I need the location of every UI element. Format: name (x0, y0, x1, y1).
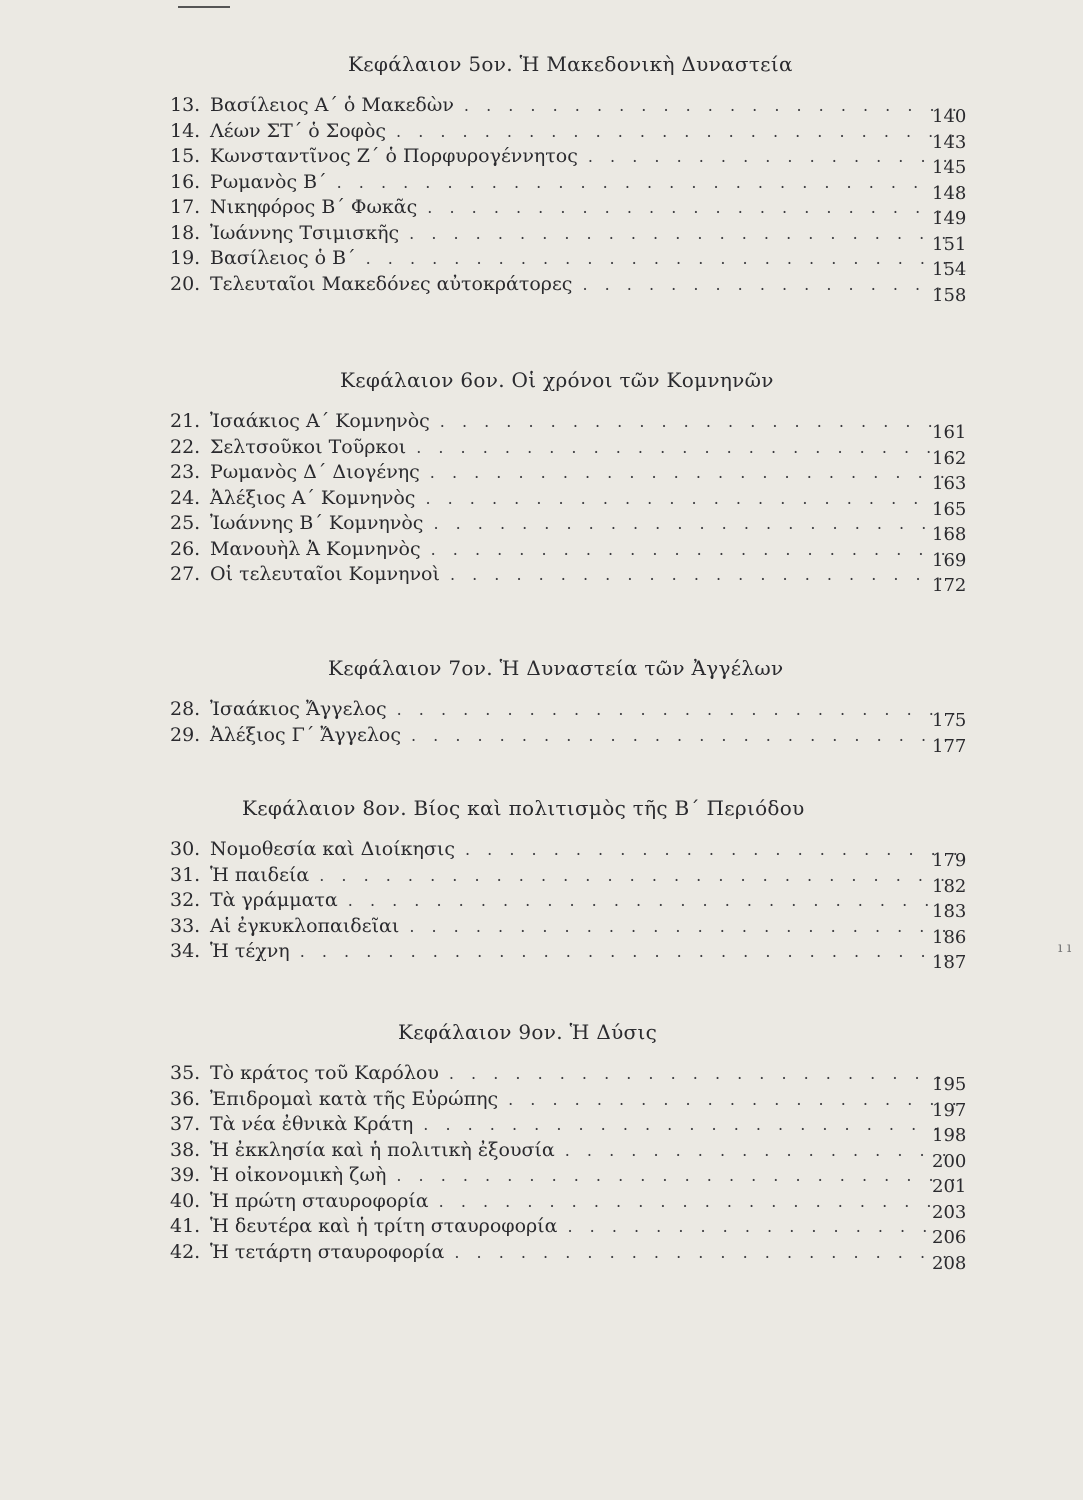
dot-leader (409, 917, 960, 936)
entry-title: Βασίλειος ὁ Β΄ (210, 247, 356, 269)
entry-page-number: 168 (932, 524, 967, 545)
dot-leader (508, 1090, 960, 1109)
toc-entry (170, 889, 967, 922)
entry-number: 17. (170, 196, 201, 218)
entry-page-number: 206 (932, 1227, 967, 1248)
dot-leader (565, 1141, 960, 1160)
dot-leader (319, 866, 960, 885)
entry-number: 39. (170, 1164, 201, 1186)
dot-leader (454, 1243, 960, 1262)
entry-title: Λέων ΣΤ΄ ὁ Σοφὸς (210, 119, 387, 142)
entry-number: 40. (170, 1189, 201, 1212)
dot-leader (396, 122, 960, 141)
dot-leader (337, 173, 960, 192)
entry-number: 19. (170, 247, 201, 269)
entry-page-number: 197 (932, 1099, 967, 1121)
entry-title: Ἀλέξιος Α΄ Κομνηνὸς (210, 486, 416, 509)
entry-number: 24. (170, 486, 201, 509)
margin-mark: ı ı (1058, 940, 1072, 956)
entry-page-number: 169 (932, 549, 967, 571)
entry-title: Κωνσταντῖνος Ζ΄ ὁ Πορφυρογέννητος (210, 145, 578, 167)
entry-title: Ἡ παιδεία (210, 863, 310, 886)
toc-entry (170, 461, 967, 494)
entry-number: 22. (170, 435, 201, 458)
entry-number: 42. (170, 1240, 201, 1263)
entry-title: Ἀλέξιος Γ΄ Ἄγγελος (210, 723, 401, 746)
entry-title: Ρωμανὸς Β΄ (210, 170, 327, 193)
entry-page-number: 183 (932, 901, 967, 922)
chapter-entries (170, 838, 967, 973)
toc-entry (170, 145, 967, 178)
toc-entry (170, 512, 967, 545)
toc-entry (170, 1138, 967, 1172)
chapter-title: Κεφάλαιον 8ον. Βίος καὶ πολιτισμὸς τῆς Β΄ Περιόδου (242, 796, 805, 820)
entry-page-number: 187 (932, 952, 967, 973)
entry-page-number: 148 (932, 182, 967, 204)
entry-page-number: 175 (932, 710, 967, 731)
entry-number: 15. (170, 145, 201, 167)
toc-entry (170, 838, 967, 871)
entry-number: 14. (170, 119, 201, 142)
dot-leader (439, 1192, 960, 1211)
chapter-entries (170, 94, 967, 306)
dot-leader (348, 891, 960, 910)
entry-page-number: 186 (932, 926, 967, 948)
entry-page-number: 161 (932, 422, 967, 443)
dot-leader (430, 463, 960, 482)
chapter-title: Κεφάλαιον 5ον. Ἡ Μακεδονικὴ Δυναστεία (348, 52, 793, 76)
entry-number: 36. (170, 1087, 201, 1110)
entry-number: 27. (170, 563, 201, 585)
entry-number: 31. (170, 863, 201, 886)
chapter-5 (170, 52, 967, 306)
entry-title: Ἐπιδρομαὶ κατὰ τῆς Εὐρώπης (210, 1087, 499, 1110)
toc-entry (170, 1062, 967, 1095)
dot-leader (425, 489, 960, 508)
entry-title: Τελευταῖοι Μακεδόνες αὐτοκράτορες (210, 272, 573, 295)
dot-leader (300, 942, 960, 961)
toc-entry (170, 914, 967, 948)
toc-entry (170, 1113, 967, 1146)
chapter-6 (170, 368, 967, 596)
dot-leader (409, 224, 960, 243)
chapter-entries (170, 410, 967, 596)
entry-page-number: 195 (932, 1074, 967, 1095)
entry-page-number: 200 (932, 1150, 967, 1172)
dot-leader (397, 700, 960, 719)
dot-leader (582, 275, 960, 294)
dot-leader (567, 1217, 960, 1236)
toc-entry (170, 1240, 967, 1274)
entry-title: Βασίλειος Α΄ ὁ Μακεδὼν (210, 94, 454, 116)
entry-number: 18. (170, 221, 201, 244)
toc-entry (170, 1164, 967, 1197)
entry-number: 32. (170, 889, 201, 911)
toc-entry (170, 435, 967, 469)
entry-title: Ἡ πρώτη σταυροφορία (210, 1189, 429, 1212)
entry-number: 37. (170, 1113, 201, 1135)
dot-leader (433, 514, 960, 533)
entry-page-number: 151 (932, 233, 967, 255)
chapter-title: Κεφάλαιον 9ον. Ἡ Δύσις (398, 1020, 658, 1044)
toc-entry (170, 563, 967, 596)
entry-number: 29. (170, 723, 201, 746)
entry-title: Νικηφόρος Β΄ Φωκᾶς (210, 196, 418, 218)
toc-entry (170, 723, 967, 757)
entry-page-number: 154 (932, 259, 967, 280)
entry-number: 35. (170, 1062, 201, 1084)
toc-entry (170, 170, 967, 204)
toc-entry (170, 863, 967, 897)
entry-page-number: 177 (932, 735, 967, 757)
chapter-9 (170, 1020, 967, 1274)
entry-number: 16. (170, 170, 201, 193)
toc-entry (170, 94, 967, 127)
entry-page-number: 158 (932, 284, 967, 306)
entry-title: Ἰωάννης Β΄ Κομνηνὸς (210, 512, 424, 534)
dot-leader (423, 1115, 960, 1134)
entry-title: Νομοθεσία καὶ Διοίκησις (210, 838, 455, 860)
entry-page-number: 182 (932, 875, 967, 897)
dot-leader (431, 540, 960, 559)
entry-title: Ἰσαάκιος Α΄ Κομνηνὸς (210, 410, 430, 432)
entry-number: 30. (170, 838, 201, 860)
entry-title: Οἱ τελευταῖοι Κομνηνοὶ (210, 563, 440, 585)
chapter-8 (170, 796, 967, 973)
entry-title: Αἱ ἐγκυκλοπαιδεῖαι (210, 914, 400, 937)
entry-page-number: 201 (932, 1176, 967, 1197)
entry-title: Ἡ δευτέρα καὶ ἡ τρίτη σταυροφορία (210, 1215, 558, 1237)
entry-number: 21. (170, 410, 201, 432)
entry-page-number: 149 (932, 208, 967, 229)
entry-page-number: 179 (932, 850, 967, 871)
entry-title: Ἡ τέχνη (210, 940, 290, 962)
toc-entry (170, 1215, 967, 1248)
entry-title: Τὰ γράμματα (210, 889, 338, 911)
entry-title: Ρωμανὸς Δ΄ Διογένης (210, 461, 420, 483)
entry-title: Σελτσοῦκοι Τοῦρκοι (210, 435, 407, 458)
entry-page-number: 140 (932, 106, 967, 127)
entry-page-number: 163 (932, 473, 967, 494)
entry-page-number: 203 (932, 1201, 967, 1223)
entry-page-number: 198 (932, 1125, 967, 1146)
entry-number: 13. (170, 94, 201, 116)
entry-number: 38. (170, 1138, 201, 1161)
dot-leader (464, 96, 960, 115)
entry-number: 33. (170, 914, 201, 937)
toc-entry (170, 698, 967, 731)
entry-title: Ἡ ἐκκλησία καὶ ἡ πολιτικὴ ἐξουσία (210, 1138, 555, 1161)
entry-title: Τὰ νέα ἐθνικὰ Κράτη (210, 1113, 414, 1135)
entry-title: Ἰωάννης Τσιμισκῆς (210, 221, 400, 244)
dot-leader (449, 1064, 960, 1083)
entry-title: Ἡ οἰκονομικὴ ζωὴ (210, 1164, 387, 1186)
chapter-entries (170, 1062, 967, 1274)
entry-number: 34. (170, 940, 201, 962)
chapter-title: Κεφάλαιον 6ον. Οἱ χρόνοι τῶν Κομνηνῶν (340, 368, 774, 392)
dot-leader (396, 1166, 960, 1185)
dot-leader (465, 840, 960, 859)
toc-entry (170, 410, 967, 443)
toc-entry (170, 537, 967, 571)
entry-page-number: 165 (932, 498, 967, 520)
entry-title: Τὸ κράτος τοῦ Καρόλου (210, 1062, 439, 1084)
dot-leader (450, 565, 960, 584)
toc-entry (170, 119, 967, 153)
dot-leader (411, 726, 960, 745)
dot-leader (440, 412, 960, 431)
entry-page-number: 143 (932, 131, 967, 153)
entry-number: 26. (170, 537, 201, 560)
entry-number: 20. (170, 272, 201, 295)
toc-entry (170, 247, 967, 280)
entry-title: Ἰσαάκιος Ἄγγελος (210, 698, 387, 720)
toc-entry (170, 1189, 967, 1223)
dot-leader (416, 438, 960, 457)
chapter-7 (170, 656, 967, 757)
chapter-entries (170, 698, 967, 757)
entry-number: 28. (170, 698, 201, 720)
entry-title: Μανουὴλ Ἀ Κομνηνὸς (210, 537, 421, 560)
toc-entry (170, 486, 967, 520)
entry-page-number: 145 (932, 157, 967, 178)
dot-leader (427, 198, 960, 217)
entry-number: 23. (170, 461, 201, 483)
toc-entry (170, 940, 967, 973)
entry-title: Ἡ τετάρτη σταυροφορία (210, 1240, 445, 1263)
top-page-mark (178, 0, 230, 8)
toc-entry (170, 272, 967, 306)
entry-number: 25. (170, 512, 201, 534)
toc-entry (170, 221, 967, 255)
entry-page-number: 162 (932, 447, 967, 469)
toc-entry (170, 1087, 967, 1121)
entry-number: 41. (170, 1215, 201, 1237)
dot-leader (588, 147, 960, 166)
toc-entry (170, 196, 967, 229)
chapter-title: Κεφάλαιον 7ον. Ἡ Δυναστεία τῶν Ἀγγέλων (328, 656, 784, 680)
entry-page-number: 172 (932, 575, 967, 596)
dot-leader (366, 249, 960, 268)
entry-page-number: 208 (932, 1252, 967, 1274)
